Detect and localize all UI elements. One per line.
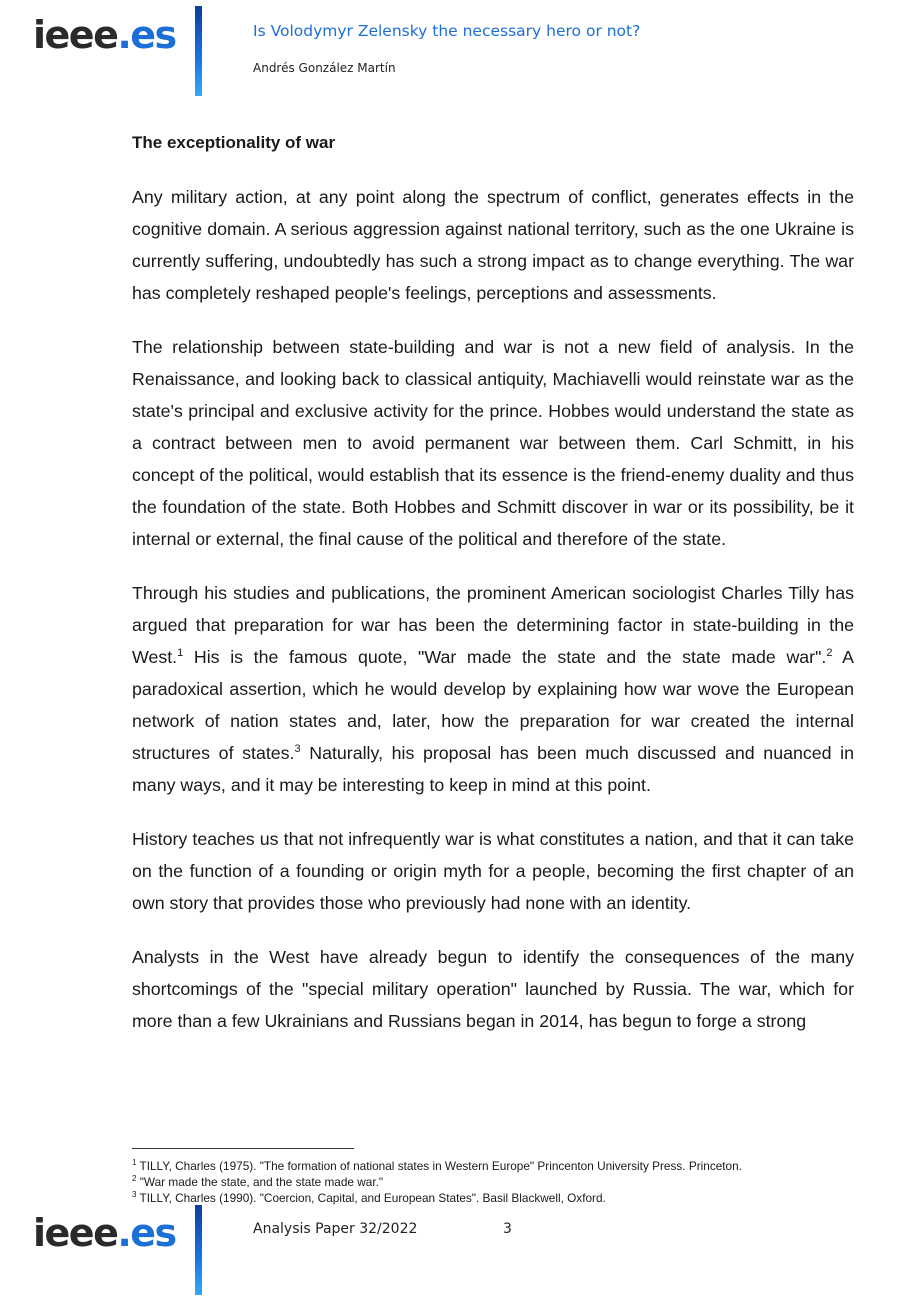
header-logo-suffix: .es [117,13,176,57]
paragraph-4: History teaches us that not infrequently war is what constitutes a nation, and that it can take on the function of a founding or origin myth for a people, becoming the first chapter of an own story that provides those who previously had none with an identity. [132,829,854,913]
footer-logo-suffix: .es [117,1211,176,1255]
document-author: Andrés González Martín [253,61,396,75]
footnote-divider [132,1148,354,1149]
footnote-2-text: "War made the state, and the state made war." [136,1175,384,1189]
footnote-2-number: 2 [132,1174,137,1184]
document-title: Is Volodymyr Zelensky the necessary hero or not? [253,22,641,40]
paragraph-3 [132,577,854,801]
footnote-1 [132,1158,872,1174]
paragraph-3-text-c: A paradoxical assertion, which he would develop by explaining how war wove the European network of nation states and, later, how the preparation for war created the internal structures of states. [132,647,854,763]
section-heading: The exceptionality of war [132,133,336,152]
page-number: 3 [503,1221,512,1237]
footnote-3-text: TILLY, Charles (1990). "Coercion, Capital, and European States". Basil Blackwell, Oxford. [136,1191,606,1205]
paragraph-1: Any military action, at any point along the spectrum of conflict, generates effects in the cognitive domain. A serious aggression against national territory, such as the one Ukraine is currently suffering, undoubtedly has such a strong impact as to change everything. The war has completely reshaped people's feelings, perceptions and assessments. [132,187,854,303]
footnote-3 [132,1190,872,1206]
footnote-ref-2: 2 [826,647,833,660]
body-text [132,181,854,1059]
header-logo-prefix: ieee [33,13,118,57]
footnote-2 [132,1174,872,1190]
footer-publication-label: Analysis Paper 32/2022 [253,1221,418,1237]
footnote-3-number: 3 [132,1190,137,1200]
paragraph-3-text-a: Through his studies and publications, the prominent American sociologist Charles Tilly has argued that preparation for war has been the determining factor in state-building in the West. [132,583,854,667]
header-logo [33,13,176,57]
footnote-1-text: TILLY, Charles (1975). "The formation of national states in Western Europe" Princenton University Press. Princeton. [136,1159,742,1173]
footnote-ref-3: 3 [294,743,301,756]
footnote-1-number: 1 [132,1158,137,1168]
paragraph-3-text-d: Naturally, his proposal has been much discussed and nuanced in many ways, and it may be interesting to keep in mind at this point. [132,743,854,795]
footer-accent-bar [195,1205,202,1295]
footer-logo [33,1211,176,1255]
footnote-ref-1: 1 [177,647,184,660]
paragraph-2: The relationship between state-building and war is not a new field of analysis. In the Renaissance, and looking back to classical antiquity, Machiavelli would reinstate war as the state's principal and exclusive activity for the prince. Hobbes would understand the state as a contract between men to avoid permanent war between them. Carl Schmitt, in his concept of the political, would establish that its essence is the friend-enemy duality and thus the foundation of the state. Both Hobbes and Schmitt discover in war or its possibility, be it internal or external, the final cause of the political and therefore of the state. [132,337,854,549]
paragraph-5: Analysts in the West have already begun to identify the consequences of the many shortcomings of the "special military operation" launched by Russia. The war, which for more than a few Ukrainians and Russians began in 2014, has begun to forge a strong [132,947,854,1031]
header-accent-bar [195,6,202,96]
paragraph-3-text-b: His is the famous quote, "War made the state and the state made war". [183,647,827,667]
footnotes [132,1158,872,1206]
footer-logo-prefix: ieee [33,1211,118,1255]
